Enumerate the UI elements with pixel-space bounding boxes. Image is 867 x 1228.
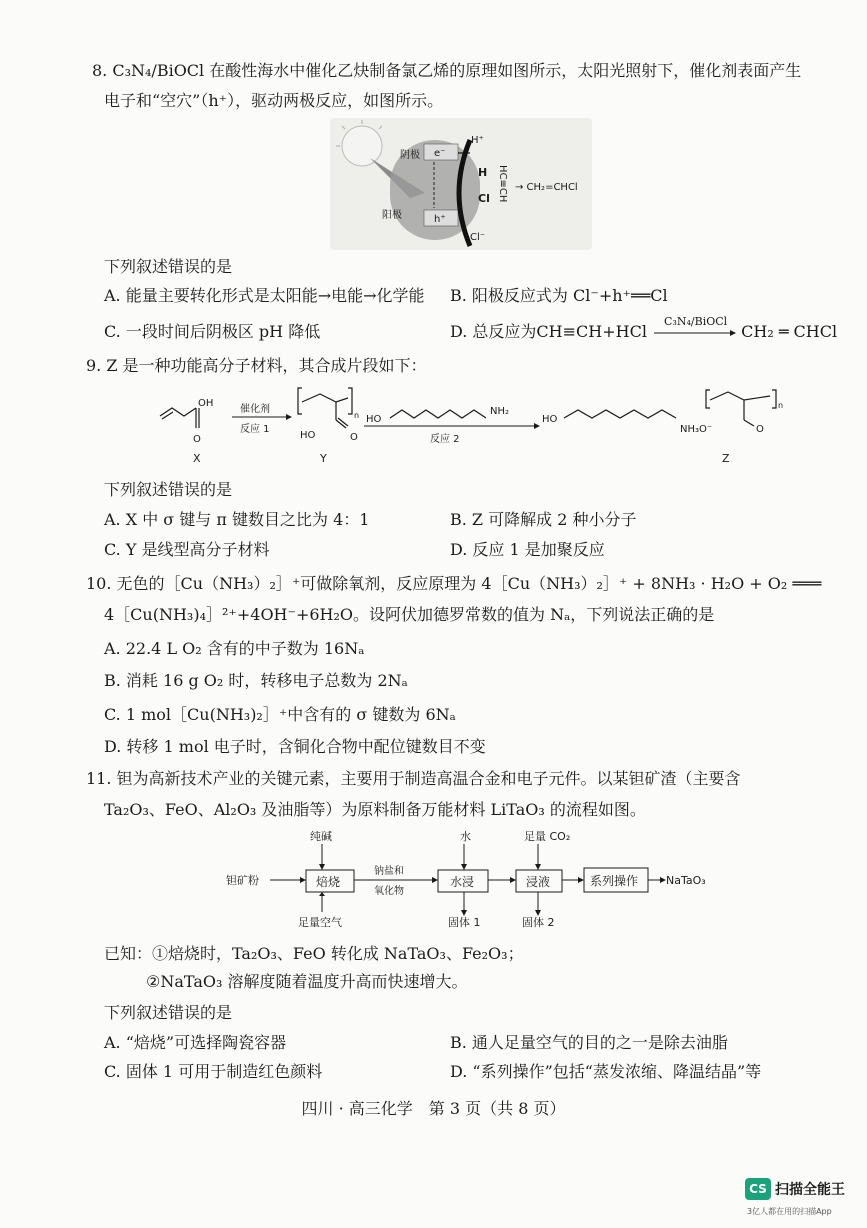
- hplus-label: H⁺: [471, 135, 484, 146]
- q9-option-d: D. 反应 1 是加聚反应: [450, 540, 605, 559]
- q8-option-b: B. 阳极反应式为 Cl⁻+h⁺══Cl: [450, 286, 668, 305]
- camscanner-watermark: [745, 1178, 845, 1220]
- q9-option-a: A. X 中 σ 键与 π 键数目之比为 4：1: [104, 510, 370, 529]
- q8-catalyst-condition: C₃N₄/BiOCl: [664, 315, 728, 328]
- compound-x: [160, 408, 199, 428]
- arrow-down-icon: [461, 864, 467, 870]
- sun-icon: [342, 126, 382, 166]
- flow-input: 钽矿粉: [226, 874, 259, 887]
- flow-soda: 纯碱: [310, 830, 332, 843]
- y-ho: HO: [300, 430, 316, 441]
- flow-salts-2: 氧化物: [374, 886, 404, 897]
- q11-option-d: D. “系列操作”包括“蒸发浓缩、降温结晶”等: [450, 1062, 762, 1081]
- q10-stem-line2: 4［Cu(NH₃)₄］²⁺+4OH⁻+6H₂O。设阿伏加德罗常数的值为 Nₐ，下列说法正确的是: [104, 605, 715, 624]
- reagent-ho: HO: [366, 414, 382, 425]
- label-z: Z: [722, 452, 730, 465]
- acetylene-label: HC≡CH: [497, 165, 508, 203]
- reaction1-label: 反应 1: [240, 424, 270, 435]
- flow-water: 水: [460, 830, 471, 843]
- q10-option-d: D. 转移 1 mol 电子时，含铜化合物中配位键数目不变: [104, 737, 486, 756]
- q9-prompt: 下列叙述错误的是: [104, 480, 233, 499]
- flow-solid2: 固体 2: [522, 916, 555, 929]
- flow-air: 足量空气: [298, 916, 342, 929]
- arrow-up-icon: [319, 892, 325, 896]
- hole-label: h⁺: [434, 214, 446, 225]
- q9-synthesis-scheme: [150, 380, 830, 470]
- x-oh: OH: [198, 398, 214, 409]
- y-o: O: [350, 432, 358, 443]
- q10-stem-line1: 10. 无色的［Cu（NH₃）₂］⁺可做除氧剂，反应原理为 4［Cu（NH₃）₂］⁺ + 8NH₃ · H₂O + O₂ ═══: [86, 574, 822, 593]
- camscanner-name: 扫描全能王: [775, 1182, 845, 1198]
- catalyst-label: 催化剂: [240, 404, 270, 415]
- reagent-nh2: NH₂: [490, 406, 510, 417]
- electron-label: e⁻: [434, 148, 446, 159]
- q8-option-c: C. 一段时间后阴极区 pH 降低: [104, 322, 321, 341]
- z-nh3o: NH₃O⁻: [680, 424, 713, 435]
- z-chain: [564, 410, 676, 418]
- q11-prompt: 下列叙述错误的是: [104, 1003, 233, 1022]
- q8-option-a: A. 能量主要转化形式是太阳能→电能→化学能: [104, 286, 425, 305]
- q11-option-b: B. 通人足量空气的目的之一是除去油脂: [450, 1033, 728, 1052]
- cl-label: Cl: [478, 192, 490, 205]
- arrow-right-icon: [534, 423, 540, 429]
- flow-salts-1: 钠盐和: [374, 866, 404, 877]
- y-n: n: [354, 411, 360, 420]
- q8-reaction-arrow: [652, 315, 736, 343]
- reagent-chain: [390, 410, 486, 418]
- compound-y: [298, 388, 352, 428]
- q9-stem: 9. Z 是一种功能高分子材料，其合成片段如下：: [86, 356, 427, 375]
- q10-option-c: C. 1 mol［Cu(NH₃)₂］⁺中含有的 σ 键数为 6Nₐ: [104, 705, 456, 724]
- q11-stem-line1: 11. 钽为高新技术产业的关键元素，主要用于制造高温合金和电子元件。以某钽矿渣（主要含: [86, 769, 741, 788]
- z-polymer-unit: [706, 390, 776, 426]
- q11-option-a: A. “焙烧”可选择陶瓷容器: [104, 1033, 287, 1052]
- z-o: O: [756, 424, 764, 435]
- cathode-label: 阴极: [400, 150, 420, 161]
- camscanner-tagline: 3亿人都在用的扫描App: [747, 1207, 832, 1216]
- x-o: O: [193, 434, 201, 445]
- z-n: n: [778, 401, 784, 410]
- arrow-right-icon: [652, 321, 736, 343]
- arrow-down-icon: [319, 864, 325, 870]
- flow-output: NaTaO₃: [666, 874, 706, 887]
- q9-option-b: B. Z 可降解成 2 种小分子: [450, 510, 637, 529]
- product-label: → CH₂=CHCl: [515, 182, 578, 193]
- q8-option-d-left: D. 总反应为CH≡CH+HCl: [450, 322, 647, 341]
- flow-leach: 水浸: [450, 875, 475, 889]
- q11-known-1: 已知：①焙烧时，Ta₂O₃、FeO 转化成 NaTaO₃、Fe₂O₃；: [104, 944, 524, 963]
- q8-option-d: [450, 315, 838, 343]
- arrow-right-icon: [432, 877, 438, 883]
- flow-series: 系列操作: [590, 874, 639, 888]
- flow-filtrate: 浸液: [526, 875, 551, 889]
- arrow-right-icon: [286, 414, 292, 420]
- q8-photocatalysis-diagram: [330, 118, 595, 253]
- anode-label: 阳极: [382, 210, 402, 221]
- arrow-right-icon: [510, 877, 516, 883]
- q10-option-b: B. 消耗 16 g O₂ 时，转移电子总数为 2Nₐ: [104, 671, 408, 690]
- label-x: X: [193, 452, 201, 465]
- q11-known-2: ②NaTaO₃ 溶解度随着温度升高而快速增大。: [146, 972, 468, 991]
- reaction2-label: 反应 2: [430, 434, 460, 445]
- arrow-down-icon: [535, 864, 541, 870]
- q11-process-flowchart: [220, 826, 720, 936]
- flow-roast: 焙烧: [316, 875, 341, 889]
- z-ho: HO: [542, 414, 558, 425]
- flow-solid1: 固体 1: [448, 916, 481, 929]
- q11-option-c: C. 固体 1 可用于制造红色颜料: [104, 1062, 323, 1081]
- label-y: Y: [320, 452, 327, 465]
- h-label: H: [478, 166, 488, 179]
- q11-stem-line2: Ta₂O₃、FeO、Al₂O₃ 及油脂等）为原料制备万能材料 LiTaO₃ 的流程如图。: [104, 800, 646, 819]
- q8-stem-line2: 电子和“空穴”（h⁺），驱动两极反应，如图所示。: [104, 91, 444, 110]
- flow-co2: 足量 CO₂: [524, 830, 571, 843]
- q10-option-a: A. 22.4 L O₂ 含有的中子数为 16Nₐ: [104, 639, 365, 658]
- arrow-right-icon: [300, 877, 306, 883]
- page-footer: 四川 · 高三化学 第 3 页（共 8 页）: [301, 1099, 566, 1118]
- clminus-label: Cl⁻: [470, 232, 486, 243]
- q8-option-d-right: CH₂ ═ CHCl: [741, 322, 838, 341]
- q9-option-c: C. Y 是线型高分子材料: [104, 540, 270, 559]
- q8-prompt: 下列叙述错误的是: [104, 257, 233, 276]
- camscanner-logo-icon: CS: [745, 1178, 771, 1200]
- q8-stem-line1: 8. C₃N₄/BiOCl 在酸性海水中催化乙炔制备氯乙烯的原理如图所示，太阳光照射下，催化剂表面产生: [92, 61, 802, 80]
- arrow-right-icon: [578, 877, 584, 883]
